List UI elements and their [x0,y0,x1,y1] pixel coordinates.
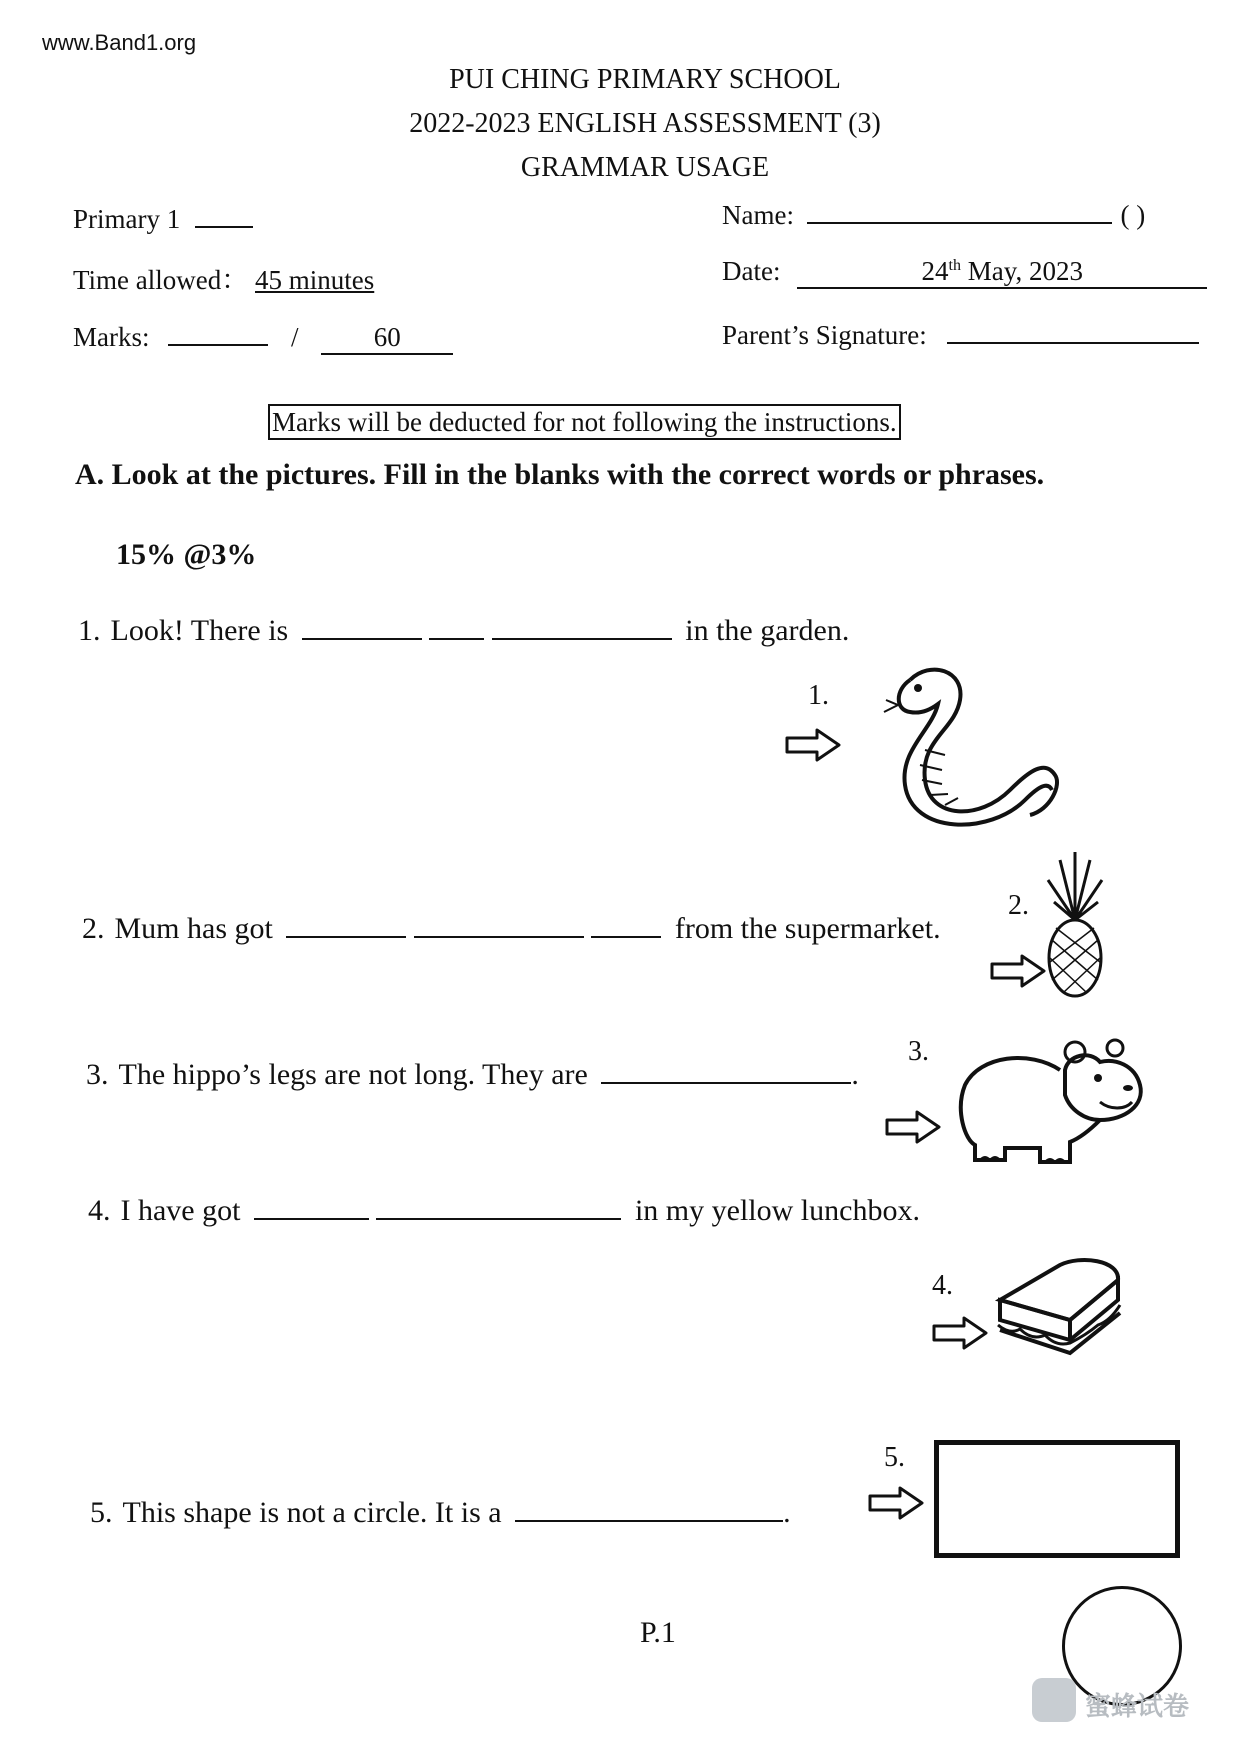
time-field [73,258,374,297]
arrow-right-icon [868,1486,924,1520]
answer-blank[interactable] [414,910,584,938]
answer-blank[interactable] [376,1192,621,1220]
signature-label: Parent’s Signature: [722,320,927,350]
name-blank[interactable] [807,196,1112,224]
marks-total: 60 [321,322,453,355]
picture-label-4: 4. [932,1270,953,1301]
arrow-right-icon [785,728,841,762]
marks-label: Marks: [73,322,150,352]
name-label: Name: [722,200,794,230]
question-5 [90,1494,791,1530]
date-rest: May, 2023 [960,256,1083,286]
hippo-picture [950,1030,1160,1170]
question-text-before: The hippo’s legs are not long. They are [118,1058,588,1091]
answer-blank[interactable] [515,1494,783,1522]
question-text-after: in the garden. [685,614,850,647]
class-label: Primary 1 [73,204,181,234]
arrow-right-icon [932,1316,988,1350]
snake-picture [880,660,1070,830]
marks-slash: / [291,322,299,352]
time-value: 45 minutes [255,265,375,295]
question-3 [86,1056,859,1092]
date-field [722,256,1207,289]
answer-blank[interactable] [601,1056,851,1084]
marks-blank[interactable] [168,318,268,346]
question-1 [78,612,849,648]
class-blank[interactable] [195,200,253,228]
brand-logo-icon [1032,1678,1076,1722]
date-value [797,256,1207,289]
question-number: 3. [86,1058,109,1091]
answer-blank[interactable] [429,612,484,640]
answer-blank[interactable] [286,910,406,938]
question-number: 5. [90,1496,113,1529]
arrow-right-icon [990,954,1046,988]
question-2 [82,910,941,946]
page-number: P.1 [640,1616,676,1649]
picture-label-1: 1. [808,680,829,711]
date-day: 24 [921,256,949,286]
rectangle-picture [934,1440,1180,1558]
question-text-before: Mum has got [114,912,273,945]
instructions-notice: Marks will be deducted for not following the instructions. [268,404,901,440]
question-text-after: . [783,1496,791,1529]
question-4 [88,1192,920,1228]
school-name: PUI CHING PRIMARY SCHOOL [449,64,841,95]
answer-blank[interactable] [302,612,422,640]
marks-field [73,318,453,355]
arrow-right-icon [885,1110,941,1144]
question-number: 4. [88,1194,111,1227]
site-watermark: www.Band1.org [42,30,197,55]
section-a-marks: 15% @3% [116,538,257,571]
date-label: Date: [722,256,781,286]
class-field [73,200,253,235]
signature-blank[interactable] [947,316,1199,344]
question-text-before: Look! There is [110,614,289,647]
picture-label-3: 3. [908,1036,929,1067]
question-number: 2. [82,912,105,945]
question-text-after: . [851,1058,859,1091]
sandwich-picture [990,1255,1130,1375]
answer-blank[interactable] [254,1192,369,1220]
picture-label-2: 2. [1008,890,1029,921]
assessment-title: 2022-2023 ENGLISH ASSESSMENT (3) [409,108,881,139]
question-text-after: from the supermarket. [674,912,941,945]
question-text-before: This shape is not a circle. It is a [122,1496,502,1529]
name-field [722,196,1145,231]
time-label: Time allowed： [73,265,249,295]
subject-title: GRAMMAR USAGE [520,152,770,183]
pineapple-picture [1040,850,1110,1000]
question-number: 1. [78,614,101,647]
date-suffix: th [948,257,961,274]
question-text-before: I have got [120,1194,241,1227]
brand-watermark: 蜜蜂试卷 [1085,1692,1190,1722]
question-text-after: in my yellow lunchbox. [634,1194,920,1227]
answer-blank[interactable] [492,612,672,640]
signature-field [722,316,1199,351]
answer-blank[interactable] [591,910,661,938]
picture-label-5: 5. [884,1442,905,1473]
section-a-title: A. Look at the pictures. Fill in the blanks with the correct words or phrases. [75,458,1045,491]
name-paren: ( ) [1120,200,1146,230]
